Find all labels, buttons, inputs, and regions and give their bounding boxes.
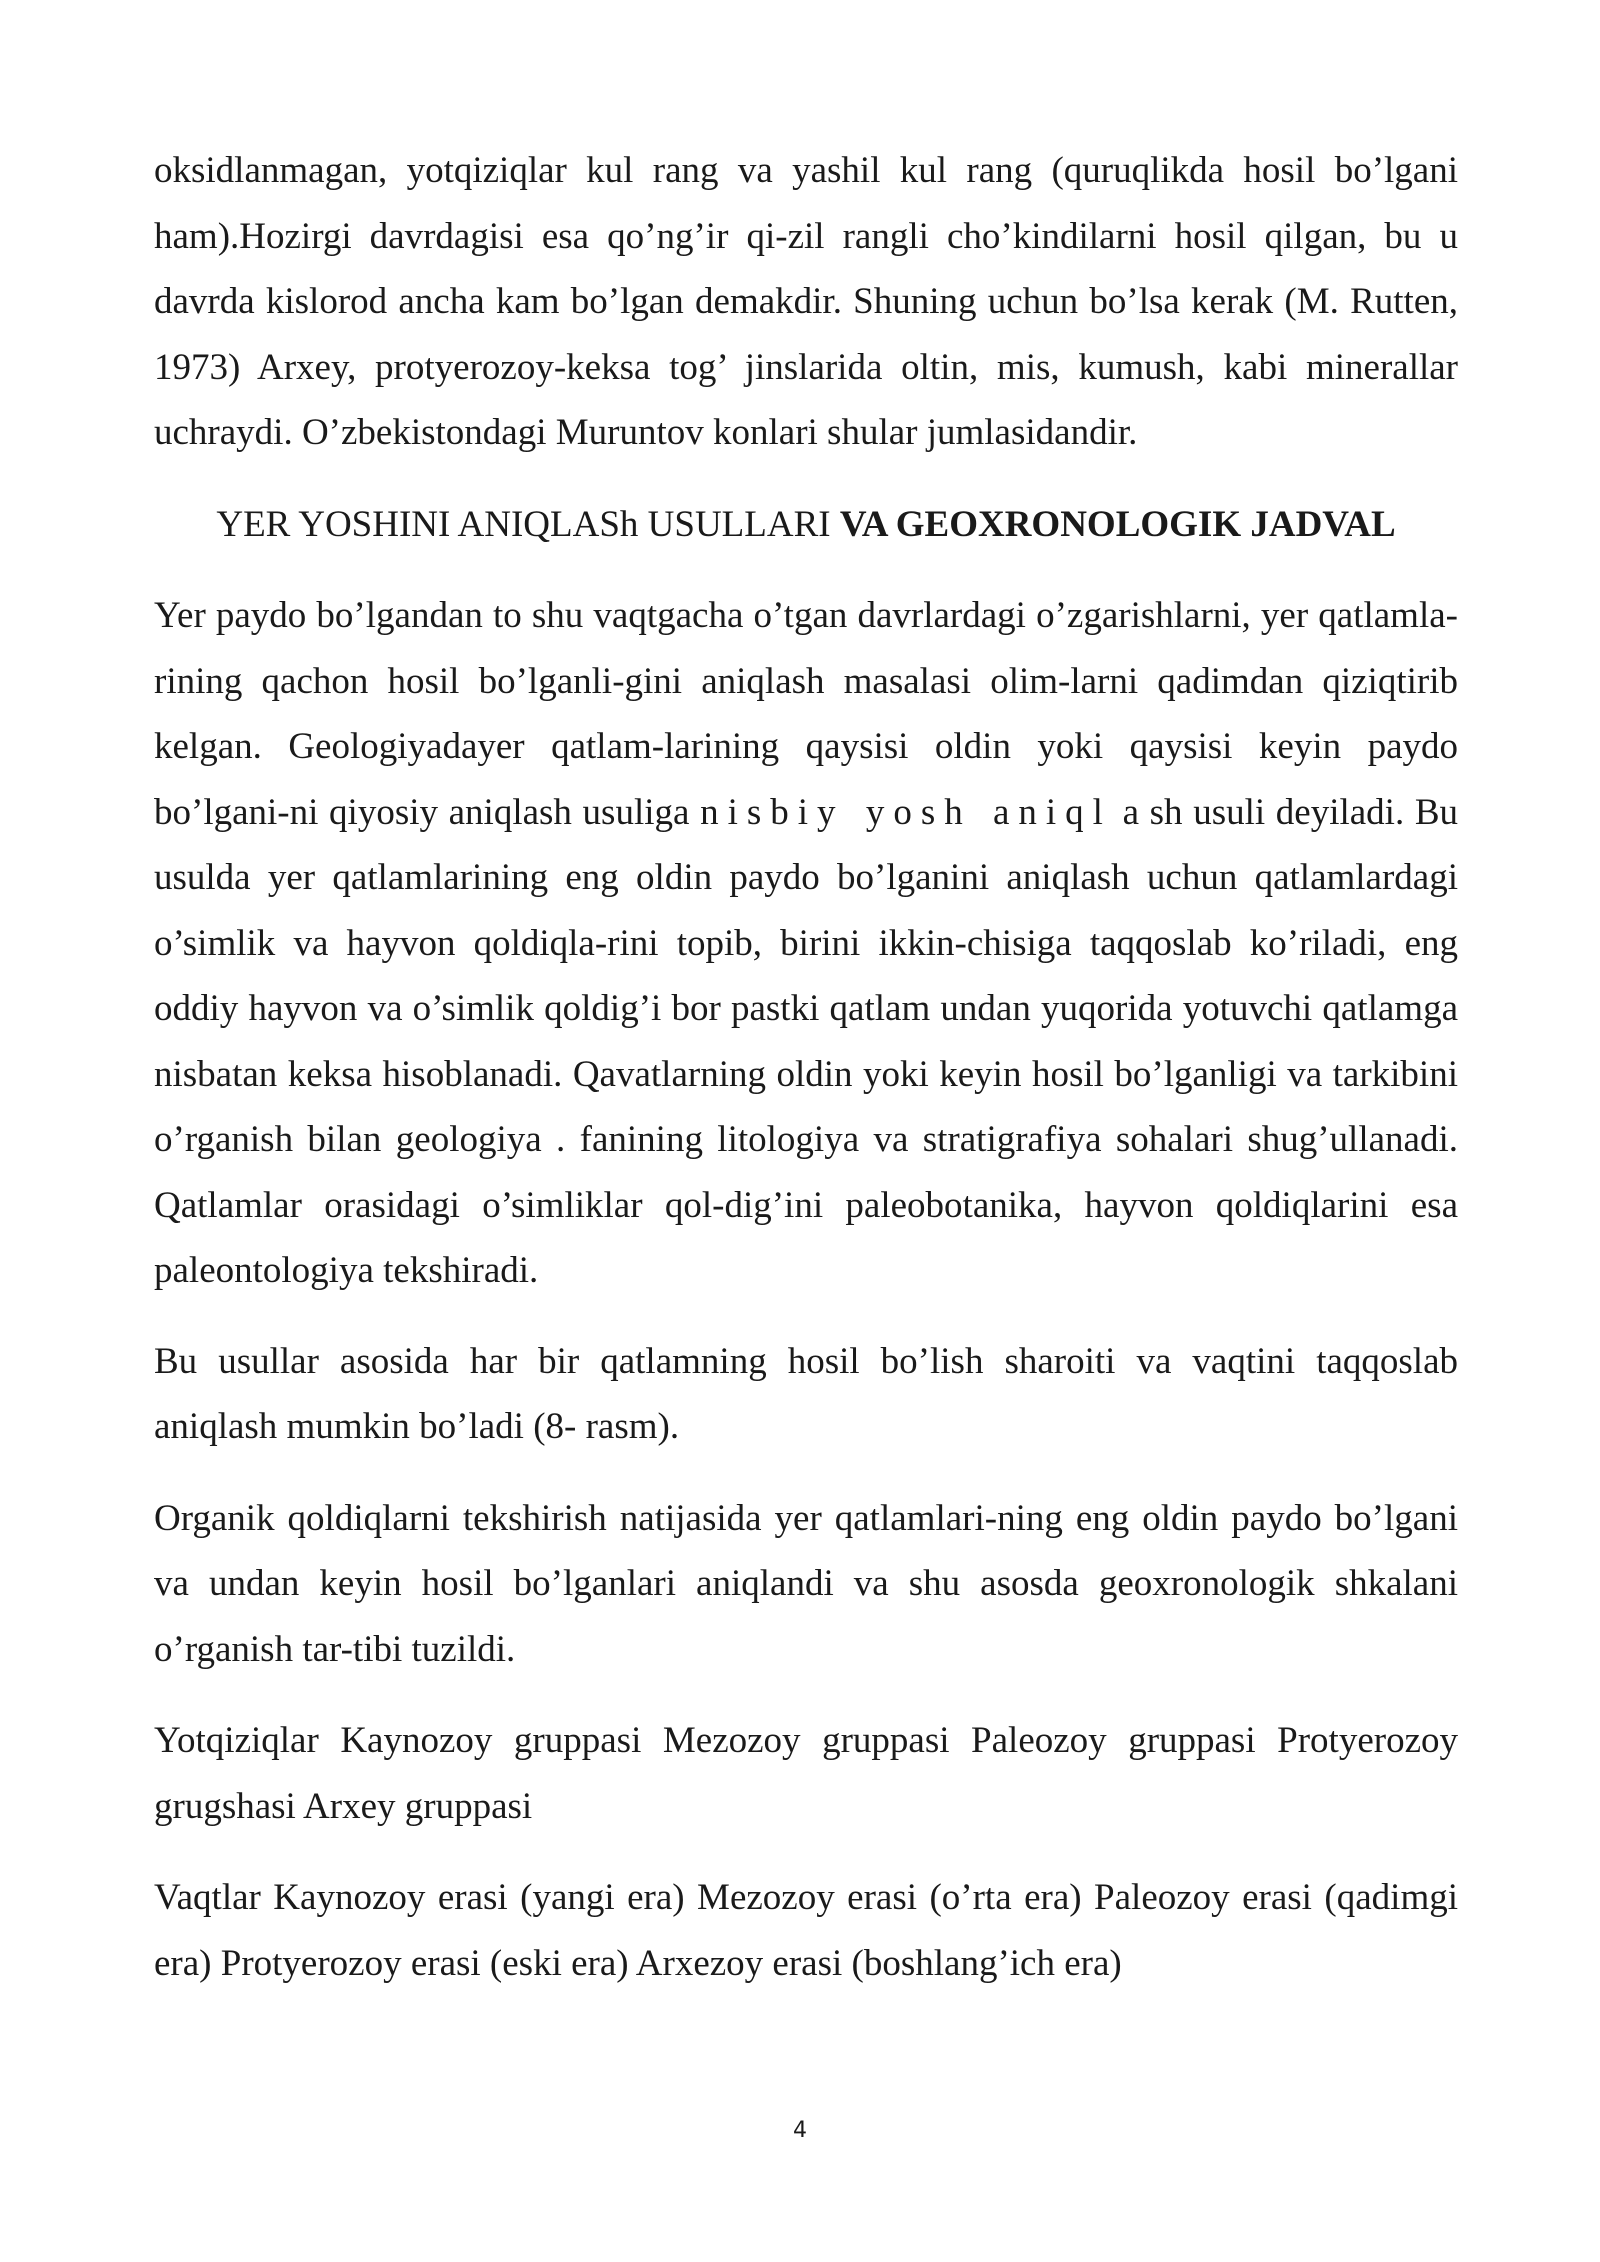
- paragraph-eras: Vaqtlar Kaynozoy erasi (yangi era) Mezozoy erasi (o’rta era) Paleozoy erasi (qadimgi era) Protyerozoy erasi (eski era) Arxezoy erasi (boshlang’ich era): [154, 1877, 1458, 1984]
- heading-bold-text: VA GEOXRONOLOGIK JADVAL: [839, 503, 1396, 545]
- paragraph-dating-methods: [154, 583, 1458, 1304]
- paragraph-oxidation: oksidlanmagan, yotqiziqlar kul rang va yashil kul rang (quruqlikda hosil bo’lgani ham).Hozirgi davrdagisi esa qo’ng’ir qi-zil rangli cho’kindilarni hosil qilgan, bu u davrda kislorod ancha kam bo’lgan demakdir. Shuning uchun bo’lsa kerak (M. Rutten, 1973) Arxey, protyerozoy-keksa tog’ jinslarida oltin, mis, kumush, kabi minerallar uchraydi. O’zbekistondagi Muruntov konlari shular jumlasidandir.: [154, 150, 1458, 453]
- paragraph-comparison: Bu usullar asosida har bir qatlamning hosil bo’lish sharoiti va vaqtini taqqoslab aniqlash mumkin bo’ladi (8- rasm).: [154, 1340, 1458, 1447]
- paragraph-deposits: Yotqiziqlar Kaynozoy gruppasi Mezozoy gruppasi Paleozoy gruppasi Protyerozoy grugshasi Arxey gruppasi: [154, 1720, 1458, 1827]
- paragraph-text-part-2: a sh usuli deyiladi. Bu usulda yer qatlamlarining eng oldin paydo bo’lganini aniqlash uchun qatlamlardagi o’simlik va hayvon qoldiqla-rini topib, birini ikkin-chisiga taqqoslab ko’riladi, eng oddiy hayvon va o’simlik qoldig’i bor pastki qatlam undan yuqorida yotuvchi qatlamga nisbatan keksa hisoblanadi. Qavatlarning oldin yoki keyin hosil bo’lganligi va tarkibini o’rganish bilan geologiya . fanining litologiya va stratigrafiya sohalari shug’ullanadi. Qatlamlar orasidagi o’simliklar qol-dig’ini paleobotanika, hayvon qoldiqlarini esa paleontologiya tekshiradi.: [154, 791, 1459, 1291]
- section-heading: [154, 492, 1458, 558]
- paragraph-text-part-1: Yer paydo bo’lgandan to shu vaqtgacha o’tgan davrlardagi o’zgarishlarni, yer qatlamla-rining qachon hosil bo’lganli-gini aniqlash masalasi olim-larni qadimdan qiziqtirib kelgan. Geologiyadayer qatlam-larining qaysisi oldin yoki qaysisi keyin paydo bo’lgani-ni qiyosiy aniqlash usuliga: [154, 595, 1458, 833]
- spaced-term-2: yosh: [865, 791, 972, 833]
- paragraph-organic-remains: Organik qoldiqlarni tekshirish natijasida yer qatlamlari-ning eng oldin paydo bo’lgani va undan keyin hosil bo’lganlari aniqlandi va shu asosda geoxronologik shkalani o’rganish tar-tibi tuzildi.: [154, 1497, 1458, 1670]
- spaced-term-3: aniql: [992, 791, 1112, 833]
- page-number: 4: [793, 2118, 807, 2143]
- spaced-term-1: nisbiy: [700, 791, 845, 833]
- page-content: [154, 138, 1458, 1996]
- heading-normal-text: YER YOSHINI ANIQLASh USULLARI: [216, 503, 840, 545]
